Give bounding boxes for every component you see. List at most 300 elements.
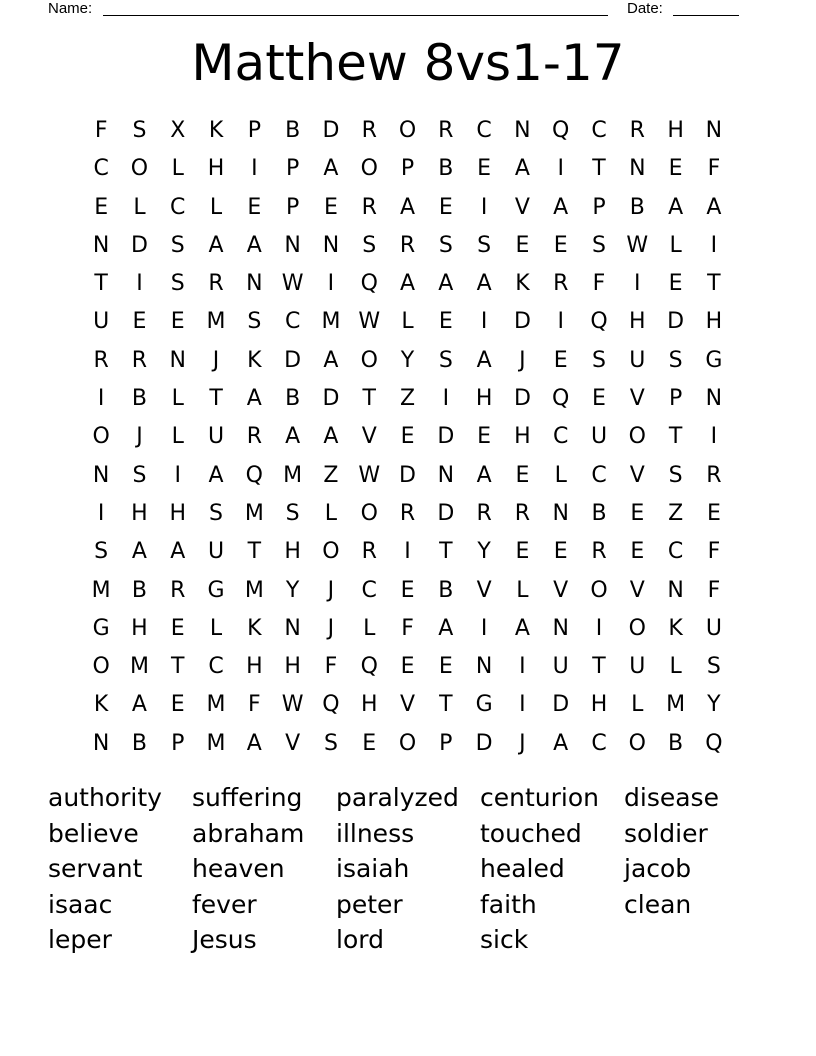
- grid-letter: U: [552, 654, 569, 680]
- grid-letter: E: [630, 539, 645, 565]
- grid-letter: H: [360, 692, 378, 718]
- grid-letter: K: [515, 271, 530, 297]
- grid-letter: D: [513, 386, 531, 412]
- grid-letter: H: [475, 386, 493, 412]
- grid-letter: L: [171, 424, 184, 450]
- word-bank-item: isaiah: [336, 854, 410, 884]
- grid-letter: E: [170, 615, 185, 641]
- grid-letter: C: [476, 118, 492, 143]
- word-bank-item: heaven: [192, 854, 285, 884]
- grid-letter: Z: [668, 500, 684, 526]
- grid-letter: P: [592, 194, 606, 220]
- grid-letter: C: [591, 730, 607, 756]
- grid-letter: J: [212, 347, 220, 373]
- word-bank-item: soldier: [624, 818, 708, 848]
- grid-letter: C: [667, 539, 684, 565]
- grid-letter: L: [133, 194, 146, 220]
- grid-letter: N: [169, 347, 186, 373]
- grid-letter: L: [171, 156, 184, 182]
- grid-letter: R: [208, 271, 224, 297]
- grid-letter: O: [360, 500, 378, 526]
- grid-letter: Y: [285, 577, 300, 603]
- grid-letter: I: [442, 386, 450, 412]
- grid-letter: T: [247, 539, 262, 565]
- grid-letter: M: [91, 577, 111, 603]
- grid-letter: N: [92, 730, 110, 756]
- grid-letter: R: [93, 347, 109, 373]
- grid-letter: L: [669, 232, 682, 258]
- grid-letter: R: [476, 500, 492, 526]
- grid-letter: N: [705, 386, 723, 412]
- grid-letter: L: [554, 462, 567, 488]
- grid-row: [82, 495, 733, 533]
- grid-letter: N: [284, 232, 301, 258]
- grid-letter: E: [362, 730, 377, 756]
- word-bank-item: leper: [48, 925, 112, 955]
- grid-letter: L: [324, 500, 338, 526]
- grid-letter: S: [706, 654, 721, 680]
- grid-letter: M: [244, 500, 264, 526]
- grid-letter: I: [174, 462, 181, 488]
- grid-row: [82, 610, 733, 648]
- grid-letter: E: [553, 232, 568, 258]
- grid-letter: A: [208, 232, 224, 258]
- grid-letter: N: [552, 615, 569, 641]
- grid-letter: M: [206, 730, 226, 756]
- grid-letter: C: [208, 654, 224, 680]
- grid-letter: O: [92, 654, 110, 680]
- grid-letter: M: [283, 462, 303, 488]
- grid-row: [82, 418, 733, 456]
- grid-letter: P: [247, 118, 261, 143]
- grid-letter: Z: [323, 462, 339, 488]
- grid-letter: V: [361, 424, 377, 450]
- grid-letter: A: [323, 424, 339, 450]
- grid-letter: T: [209, 386, 223, 412]
- grid-letter: I: [480, 194, 488, 220]
- grid-letter: O: [628, 730, 646, 756]
- grid-letter: G: [475, 692, 493, 718]
- grid-letter: Q: [322, 692, 340, 718]
- grid-letter: E: [400, 424, 415, 450]
- grid-letter: K: [93, 692, 109, 718]
- grid-letter: K: [247, 347, 262, 373]
- grid-letter: N: [514, 118, 531, 143]
- grid-letter: E: [323, 194, 338, 220]
- grid-letter: R: [361, 539, 377, 565]
- grid-letter: E: [477, 424, 492, 450]
- grid-letter: A: [246, 730, 262, 756]
- grid-letter: F: [94, 118, 108, 143]
- date-blank-line: [673, 0, 739, 16]
- grid-letter: E: [247, 194, 262, 220]
- letter-grid: [82, 112, 733, 763]
- grid-letter: S: [438, 232, 453, 258]
- grid-letter: A: [285, 424, 301, 450]
- word-bank-item: healed: [480, 854, 565, 884]
- grid-letter: R: [706, 462, 722, 488]
- grid-letter: H: [667, 118, 684, 143]
- grid-letter: P: [668, 386, 683, 412]
- grid-letter: L: [516, 577, 529, 603]
- grid-letter: O: [130, 156, 149, 182]
- grid-letter: I: [251, 156, 258, 182]
- grid-letter: C: [553, 424, 569, 450]
- grid-letter: J: [136, 424, 143, 450]
- grid-letter: S: [247, 309, 262, 335]
- grid-letter: D: [667, 309, 685, 335]
- grid-letter: V: [399, 692, 416, 718]
- grid-letter: E: [170, 692, 185, 718]
- grid-letter: F: [248, 692, 261, 718]
- grid-letter: E: [170, 309, 185, 335]
- grid-letter: O: [398, 730, 417, 756]
- grid-letter: A: [514, 615, 530, 641]
- grid-letter: O: [590, 577, 608, 603]
- word-bank-item: suffering: [192, 783, 303, 812]
- grid-letter: I: [97, 386, 105, 412]
- word-bank-item: lord: [336, 925, 384, 955]
- grid-letter: N: [92, 462, 110, 488]
- grid-letter: S: [592, 347, 606, 373]
- grid-letter: O: [322, 539, 340, 565]
- grid-letter: S: [477, 232, 492, 258]
- grid-letter: T: [592, 654, 606, 680]
- grid-letter: B: [131, 730, 147, 756]
- grid-letter: D: [284, 347, 302, 373]
- grid-letter: B: [668, 730, 684, 756]
- grid-letter: L: [363, 615, 376, 641]
- grid-letter: N: [284, 615, 301, 641]
- grid-letter: A: [476, 462, 492, 488]
- grid-letter: A: [438, 615, 454, 641]
- grid-row: [82, 303, 733, 341]
- grid-letter: A: [476, 271, 492, 297]
- header: [48, 0, 748, 20]
- grid-letter: E: [400, 577, 415, 603]
- grid-letter: C: [591, 118, 607, 143]
- grid-letter: O: [398, 118, 417, 143]
- grid-letter: C: [93, 156, 109, 182]
- grid-letter: L: [669, 654, 682, 680]
- grid-letter: S: [362, 232, 377, 258]
- grid-letter: J: [327, 577, 335, 603]
- word-bank-item: touched: [480, 818, 582, 848]
- grid-letter: E: [477, 156, 492, 182]
- grid-letter: A: [438, 271, 454, 297]
- grid-row: [82, 686, 733, 724]
- grid-letter: I: [136, 271, 143, 297]
- grid-letter: A: [399, 194, 416, 220]
- grid-row: [82, 342, 733, 380]
- grid-letter: S: [668, 462, 683, 488]
- grid-row: [82, 150, 733, 188]
- grid-letter: L: [171, 386, 184, 412]
- word-bank-item: faith: [480, 889, 537, 919]
- grid-letter: S: [668, 347, 683, 373]
- word-bank-item: paralyzed: [336, 783, 459, 812]
- grid-letter: P: [439, 730, 453, 756]
- grid-letter: U: [93, 309, 110, 335]
- grid-letter: S: [132, 462, 147, 488]
- page-title: Matthew 8vs1-17: [191, 34, 625, 92]
- grid-letter: R: [170, 577, 186, 603]
- grid-letter: U: [629, 654, 646, 680]
- grid-letter: E: [553, 539, 568, 565]
- grid-letter: M: [666, 692, 686, 718]
- grid-letter: R: [361, 194, 377, 220]
- grid-letter: N: [437, 462, 455, 488]
- grid-letter: O: [360, 156, 378, 182]
- grid-letter: I: [710, 232, 718, 258]
- grid-letter: R: [399, 500, 416, 526]
- grid-letter: D: [513, 309, 531, 335]
- grid-letter: H: [207, 156, 225, 182]
- grid-letter: F: [707, 539, 721, 565]
- grid-letter: V: [553, 577, 569, 603]
- grid-letter: H: [629, 309, 646, 335]
- grid-letter: P: [171, 730, 185, 756]
- grid-letter: A: [170, 539, 186, 565]
- grid-letter: E: [630, 500, 645, 526]
- grid-letter: R: [131, 347, 148, 373]
- grid-letter: D: [130, 232, 148, 258]
- grid-letter: P: [285, 156, 300, 182]
- grid-letter: N: [92, 232, 110, 258]
- grid-letter: K: [668, 615, 683, 641]
- grid-letter: Q: [705, 730, 723, 756]
- grid-row: [82, 265, 733, 303]
- grid-letter: H: [131, 615, 148, 641]
- grid-letter: E: [668, 156, 683, 182]
- grid-letter: H: [705, 309, 723, 335]
- grid-letter: D: [322, 118, 340, 143]
- grid-letter: L: [209, 194, 223, 220]
- grid-letter: R: [514, 500, 531, 526]
- word-bank-item: sick: [480, 925, 529, 955]
- grid-letter: I: [97, 500, 105, 526]
- grid-letter: D: [437, 424, 455, 450]
- grid-letter: W: [358, 462, 381, 488]
- grid-letter: W: [281, 692, 304, 718]
- grid-letter: J: [519, 347, 526, 373]
- grid-letter: P: [285, 194, 300, 220]
- grid-letter: X: [170, 118, 186, 143]
- grid-letter: K: [208, 118, 224, 143]
- grid-letter: B: [131, 577, 147, 603]
- grid-letter: E: [515, 539, 530, 565]
- grid-row: [82, 572, 733, 610]
- grid-letter: E: [553, 347, 568, 373]
- grid-letter: K: [247, 615, 262, 641]
- grid-letter: S: [209, 500, 224, 526]
- grid-letter: A: [131, 692, 147, 718]
- grid-letter: N: [705, 118, 723, 143]
- grid-letter: I: [595, 615, 603, 641]
- grid-letter: E: [132, 309, 147, 335]
- grid-row: [82, 112, 733, 150]
- grid-letter: U: [629, 347, 646, 373]
- grid-letter: N: [667, 577, 684, 603]
- grid-letter: M: [206, 692, 226, 718]
- grid-letter: B: [285, 386, 301, 412]
- grid-letter: R: [361, 118, 377, 143]
- grid-letter: S: [94, 539, 109, 565]
- name-label: Name:: [48, 0, 93, 17]
- grid-letter: B: [438, 577, 454, 603]
- grid-letter: V: [285, 730, 301, 756]
- grid-letter: H: [246, 654, 263, 680]
- grid-letter: D: [437, 500, 455, 526]
- grid-letter: T: [439, 539, 453, 565]
- grid-letter: L: [631, 692, 644, 718]
- grid-letter: I: [557, 156, 564, 182]
- grid-letter: V: [514, 194, 530, 220]
- grid-letter: D: [322, 386, 340, 412]
- grid-letter: Q: [552, 386, 570, 412]
- grid-letter: U: [705, 615, 722, 641]
- word-bank-item: peter: [336, 889, 403, 919]
- grid-letter: Q: [245, 462, 263, 488]
- grid-letter: O: [628, 615, 646, 641]
- grid-letter: B: [285, 118, 301, 143]
- grid-letter: S: [132, 118, 147, 143]
- grid-letter: I: [634, 271, 641, 297]
- grid-letter: C: [361, 577, 377, 603]
- grid-letter: I: [519, 692, 526, 718]
- grid-letter: N: [629, 156, 646, 182]
- grid-letter: N: [322, 232, 340, 258]
- grid-letter: V: [476, 577, 492, 603]
- grid-letter: I: [327, 271, 335, 297]
- word-bank-item: centurion: [480, 783, 599, 812]
- grid-letter: I: [480, 615, 488, 641]
- grid-letter: N: [552, 500, 569, 526]
- grid-letter: R: [399, 232, 416, 258]
- grid-letter: O: [360, 347, 378, 373]
- grid-row: [82, 189, 733, 227]
- grid-letter: T: [439, 692, 453, 718]
- grid-letter: A: [553, 194, 569, 220]
- grid-letter: T: [592, 156, 606, 182]
- grid-letter: S: [323, 730, 338, 756]
- grid-letter: A: [323, 347, 339, 373]
- grid-letter: D: [552, 692, 570, 718]
- grid-letter: N: [475, 654, 493, 680]
- grid-letter: V: [629, 462, 645, 488]
- grid-letter: E: [94, 194, 109, 220]
- grid-letter: R: [629, 118, 645, 143]
- grid-letter: I: [519, 654, 526, 680]
- grid-row: [82, 648, 733, 686]
- grid-letter: I: [710, 424, 718, 450]
- grid-letter: S: [170, 232, 185, 258]
- grid-letter: E: [515, 232, 530, 258]
- grid-letter: F: [592, 271, 606, 297]
- word-bank-item: abraham: [192, 818, 305, 848]
- grid-row: [82, 380, 733, 418]
- grid-letter: C: [591, 462, 607, 488]
- grid-letter: Y: [400, 347, 415, 373]
- grid-row: [82, 227, 733, 265]
- grid-letter: S: [438, 347, 453, 373]
- grid-letter: A: [208, 462, 224, 488]
- word-bank-item: isaac: [48, 889, 113, 919]
- grid-letter: E: [438, 654, 453, 680]
- grid-letter: T: [94, 271, 108, 297]
- grid-row: [82, 457, 733, 495]
- grid-letter: Q: [552, 118, 570, 143]
- grid-letter: G: [705, 347, 723, 373]
- grid-letter: R: [553, 271, 569, 297]
- grid-letter: H: [514, 424, 531, 450]
- grid-letter: Q: [360, 654, 378, 680]
- grid-letter: E: [438, 309, 453, 335]
- grid-letter: J: [519, 730, 526, 756]
- grid-letter: H: [169, 500, 187, 526]
- grid-letter: G: [92, 615, 110, 641]
- grid-letter: I: [480, 309, 488, 335]
- grid-letter: B: [591, 500, 607, 526]
- grid-letter: O: [92, 424, 110, 450]
- grid-letter: N: [246, 271, 263, 297]
- grid-letter: C: [284, 309, 301, 335]
- grid-letter: S: [592, 232, 606, 258]
- grid-letter: Y: [707, 692, 721, 718]
- grid-letter: E: [706, 500, 721, 526]
- grid-letter: A: [246, 386, 262, 412]
- grid-letter: B: [131, 386, 147, 412]
- grid-letter: D: [399, 462, 416, 488]
- grid-letter: A: [668, 194, 684, 220]
- grid-letter: M: [129, 654, 149, 680]
- grid-letter: R: [438, 118, 454, 143]
- word-bank-item: believe: [48, 818, 139, 848]
- grid-letter: Q: [360, 271, 378, 297]
- grid-row: [82, 725, 733, 763]
- grid-row: [82, 533, 733, 571]
- grid-letter: L: [209, 615, 223, 641]
- grid-letter: T: [362, 386, 376, 412]
- grid-letter: A: [553, 730, 569, 756]
- grid-letter: B: [629, 194, 645, 220]
- grid-letter: A: [323, 156, 339, 182]
- grid-letter: H: [131, 500, 148, 526]
- word-bank-item: servant: [48, 854, 143, 884]
- grid-letter: R: [246, 424, 262, 450]
- word-bank-item: Jesus: [192, 925, 257, 955]
- grid-letter: H: [284, 539, 301, 565]
- date-label: Date:: [627, 0, 663, 17]
- grid-letter: A: [131, 539, 147, 565]
- grid-letter: E: [400, 654, 415, 680]
- word-bank-item: fever: [192, 889, 257, 919]
- grid-letter: M: [321, 309, 341, 335]
- grid-letter: W: [281, 271, 304, 297]
- grid-letter: C: [170, 194, 186, 220]
- grid-letter: F: [707, 156, 721, 182]
- grid-letter: A: [476, 347, 492, 373]
- grid-letter: A: [706, 194, 722, 220]
- grid-letter: W: [626, 232, 649, 258]
- grid-letter: V: [629, 577, 645, 603]
- grid-letter: Z: [399, 386, 416, 412]
- grid-letter: T: [171, 654, 185, 680]
- grid-letter: S: [285, 500, 300, 526]
- grid-letter: V: [629, 386, 645, 412]
- grid-letter: U: [207, 539, 225, 565]
- grid-letter: T: [707, 271, 721, 297]
